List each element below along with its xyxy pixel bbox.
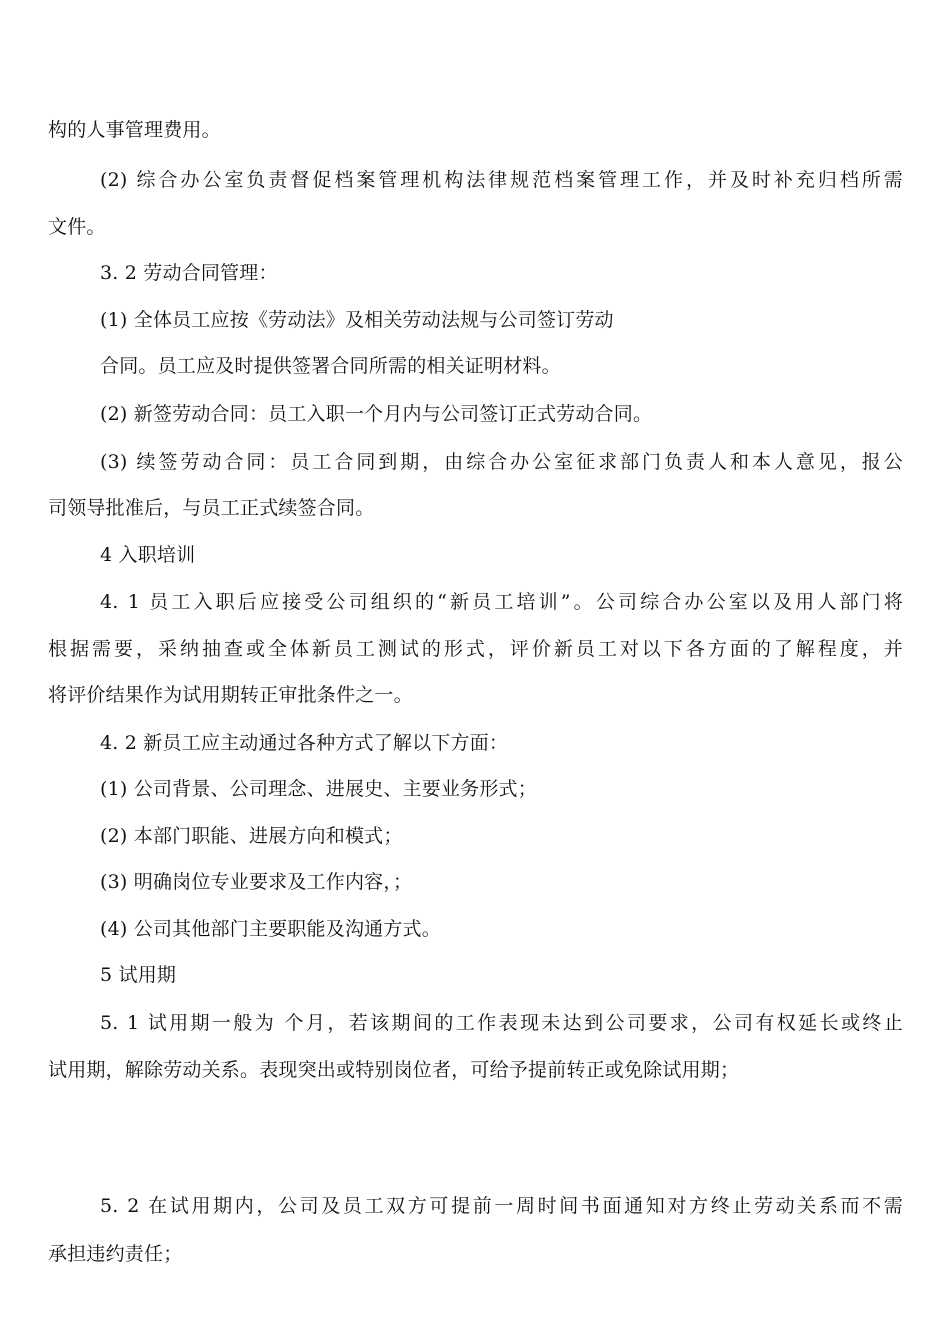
paragraph-line: 5. 2 在试用期内，公司及员工双方可提前一周时间书面通知对方终止劳动关系而不需	[100, 1195, 903, 1217]
paragraph-line: (2) 综合办公室负责督促档案管理机构法律规范档案管理工作，并及时补充归档所需	[100, 169, 903, 191]
paragraph-line: 根据需要，采纳抽查或全体新员工测试的形式，评价新员工对以下各方面的了解程度，并	[48, 638, 903, 660]
paragraph-line: 承担违约责任；	[48, 1243, 183, 1265]
paragraph-line: 文件。	[48, 216, 106, 238]
paragraph-line: 试用期，解除劳动关系。表现突出或特别岗位者，可给予提前转正或免除试用期；	[48, 1059, 740, 1081]
paragraph-line: (3) 续签劳动合同：员工合同到期，由综合办公室征求部门负责人和本人意见，报公	[100, 451, 903, 473]
list-item: (1) 公司背景、公司理念、进展史、主要业务形式；	[100, 778, 537, 800]
list-item: (3) 明确岗位专业要求及工作内容，；	[100, 871, 413, 893]
paragraph-line: 4. 1 员工入职后应接受公司组织的“新员工培训”。公司综合办公室以及用人部门将	[100, 591, 903, 613]
section-heading: 4 入职培训	[100, 544, 196, 566]
paragraph-line: 构的人事管理费用。	[48, 119, 221, 141]
list-item: (4) 公司其他部门主要职能及沟通方式。	[100, 918, 441, 940]
paragraph-line: (2) 新签劳动合同：员工入职一个月内与公司签订正式劳动合同。	[100, 403, 653, 425]
paragraph-line: 合同。员工应及时提供签署合同所需的相关证明材料。	[100, 355, 561, 377]
paragraph-line: (1) 全体员工应按《劳动法》及相关劳动法规与公司签订劳动	[100, 309, 614, 331]
paragraph-line: 司领导批准后，与员工正式续签合同。	[48, 497, 375, 519]
section-heading: 5 试用期	[100, 964, 177, 986]
section-heading: 4. 2 新员工应主动通过各种方式了解以下方面：	[100, 732, 509, 754]
section-heading: 3. 2 劳动合同管理：	[100, 262, 278, 284]
list-item: (2) 本部门职能、进展方向和模式；	[100, 825, 403, 847]
paragraph-line: 5. 1 试用期一般为 个月，若该期间的工作表现未达到公司要求，公司有权延长或终止	[100, 1012, 903, 1034]
paragraph-line: 将评价结果作为试用期转正审批条件之一。	[48, 684, 413, 706]
